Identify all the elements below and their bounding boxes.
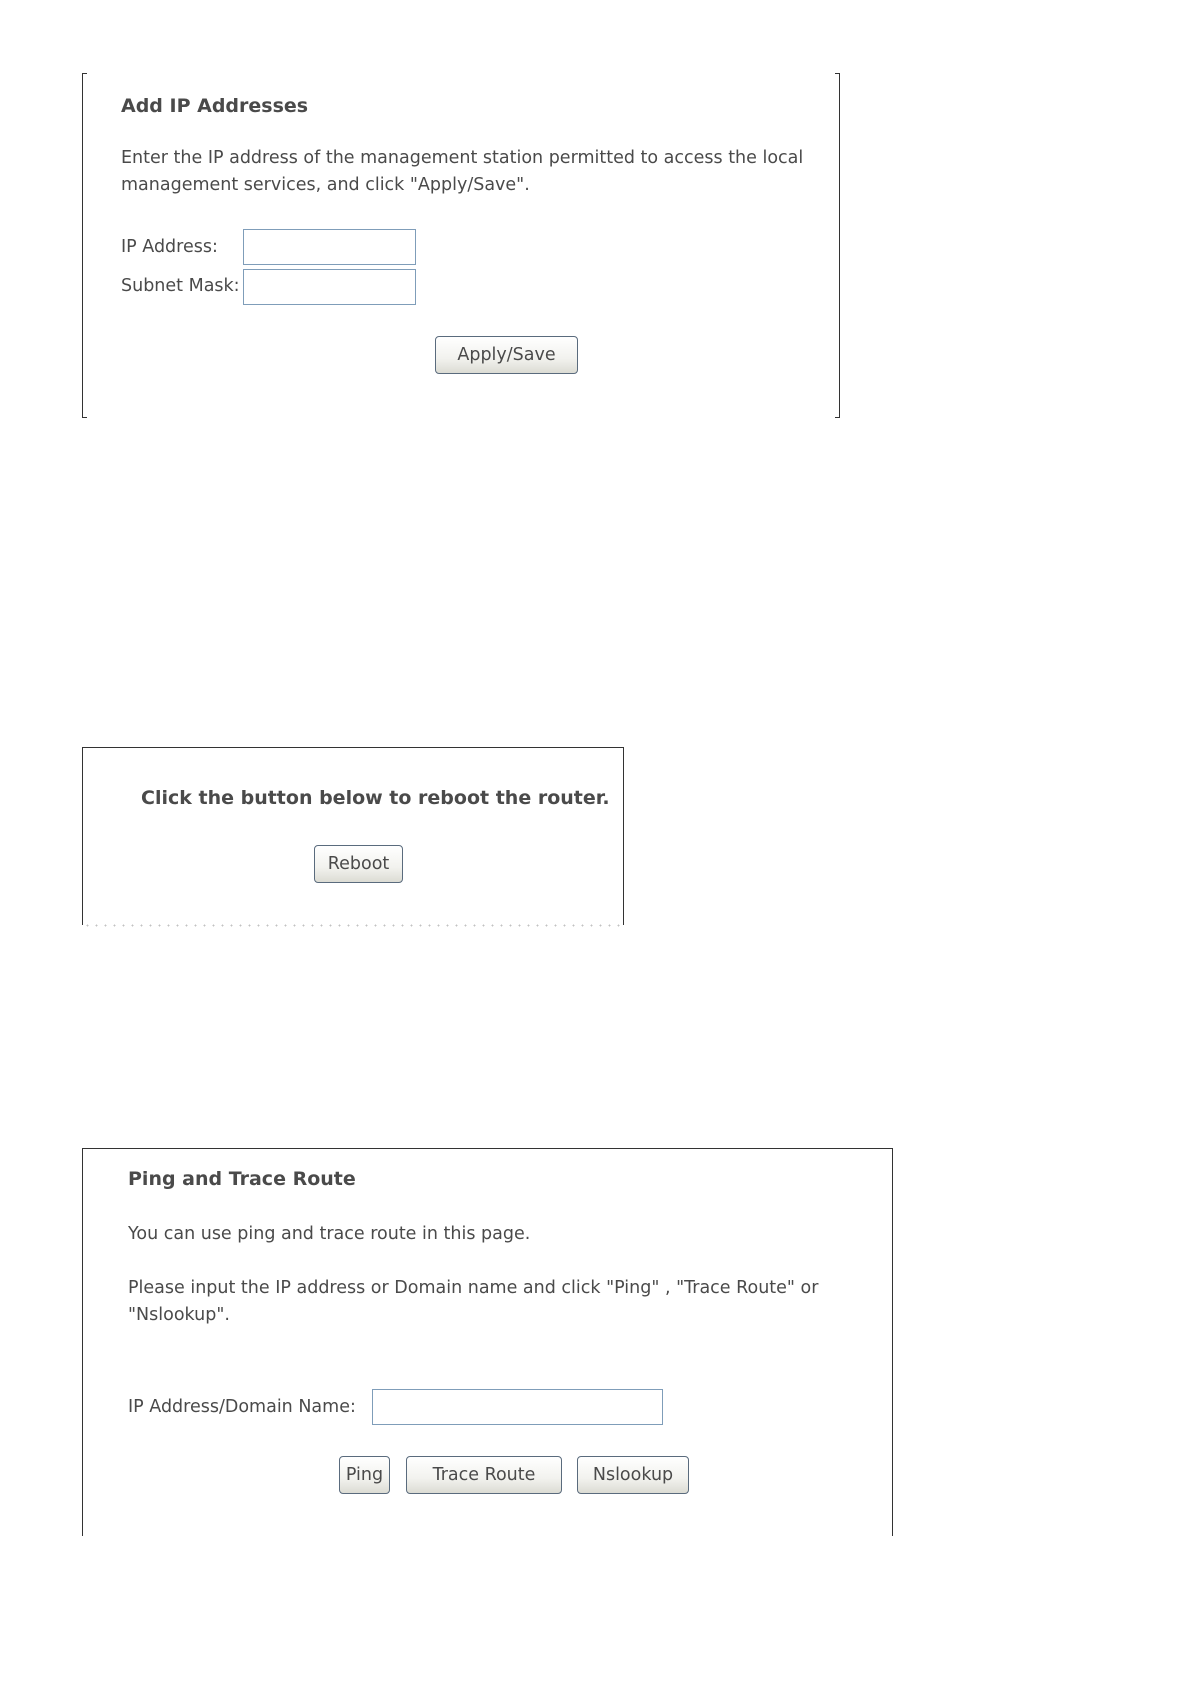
apply-save-button[interactable]: Apply/Save [435, 336, 578, 374]
reboot-panel [82, 747, 624, 925]
ip-address-input[interactable] [243, 229, 416, 265]
reboot-button[interactable]: Reboot [314, 845, 403, 883]
add-ip-panel [82, 73, 840, 418]
ip-address-label: IP Address: [121, 237, 218, 257]
ping-instructions-line2: "Nslookup". [128, 1305, 230, 1325]
ping-instructions-line1: Please input the IP address or Domain name and click "Ping" , "Trace Route" or [128, 1278, 819, 1298]
cropped-text-remnant [83, 924, 623, 927]
ping-button[interactable]: Ping [339, 1456, 390, 1494]
panel-corner-tick [835, 73, 839, 74]
ping-trace-panel [82, 1148, 893, 1536]
domain-name-input[interactable] [372, 1389, 663, 1425]
ping-title: Ping and Trace Route [128, 1168, 356, 1190]
subnet-mask-input[interactable] [243, 269, 416, 305]
subnet-mask-label: Subnet Mask: [121, 276, 240, 296]
add-ip-description-line1: Enter the IP address of the management station permitted to access the local [121, 148, 804, 168]
trace-route-button[interactable]: Trace Route [406, 1456, 562, 1494]
ping-intro: You can use ping and trace route in this page. [128, 1224, 531, 1244]
add-ip-description-line2: management services, and click "Apply/Save". [121, 175, 530, 195]
nslookup-button[interactable]: Nslookup [577, 1456, 689, 1494]
add-ip-title: Add IP Addresses [121, 95, 309, 117]
domain-name-label: IP Address/Domain Name: [128, 1397, 356, 1417]
reboot-message: Click the button below to reboot the router. [141, 787, 610, 809]
panel-corner-tick [83, 417, 87, 418]
